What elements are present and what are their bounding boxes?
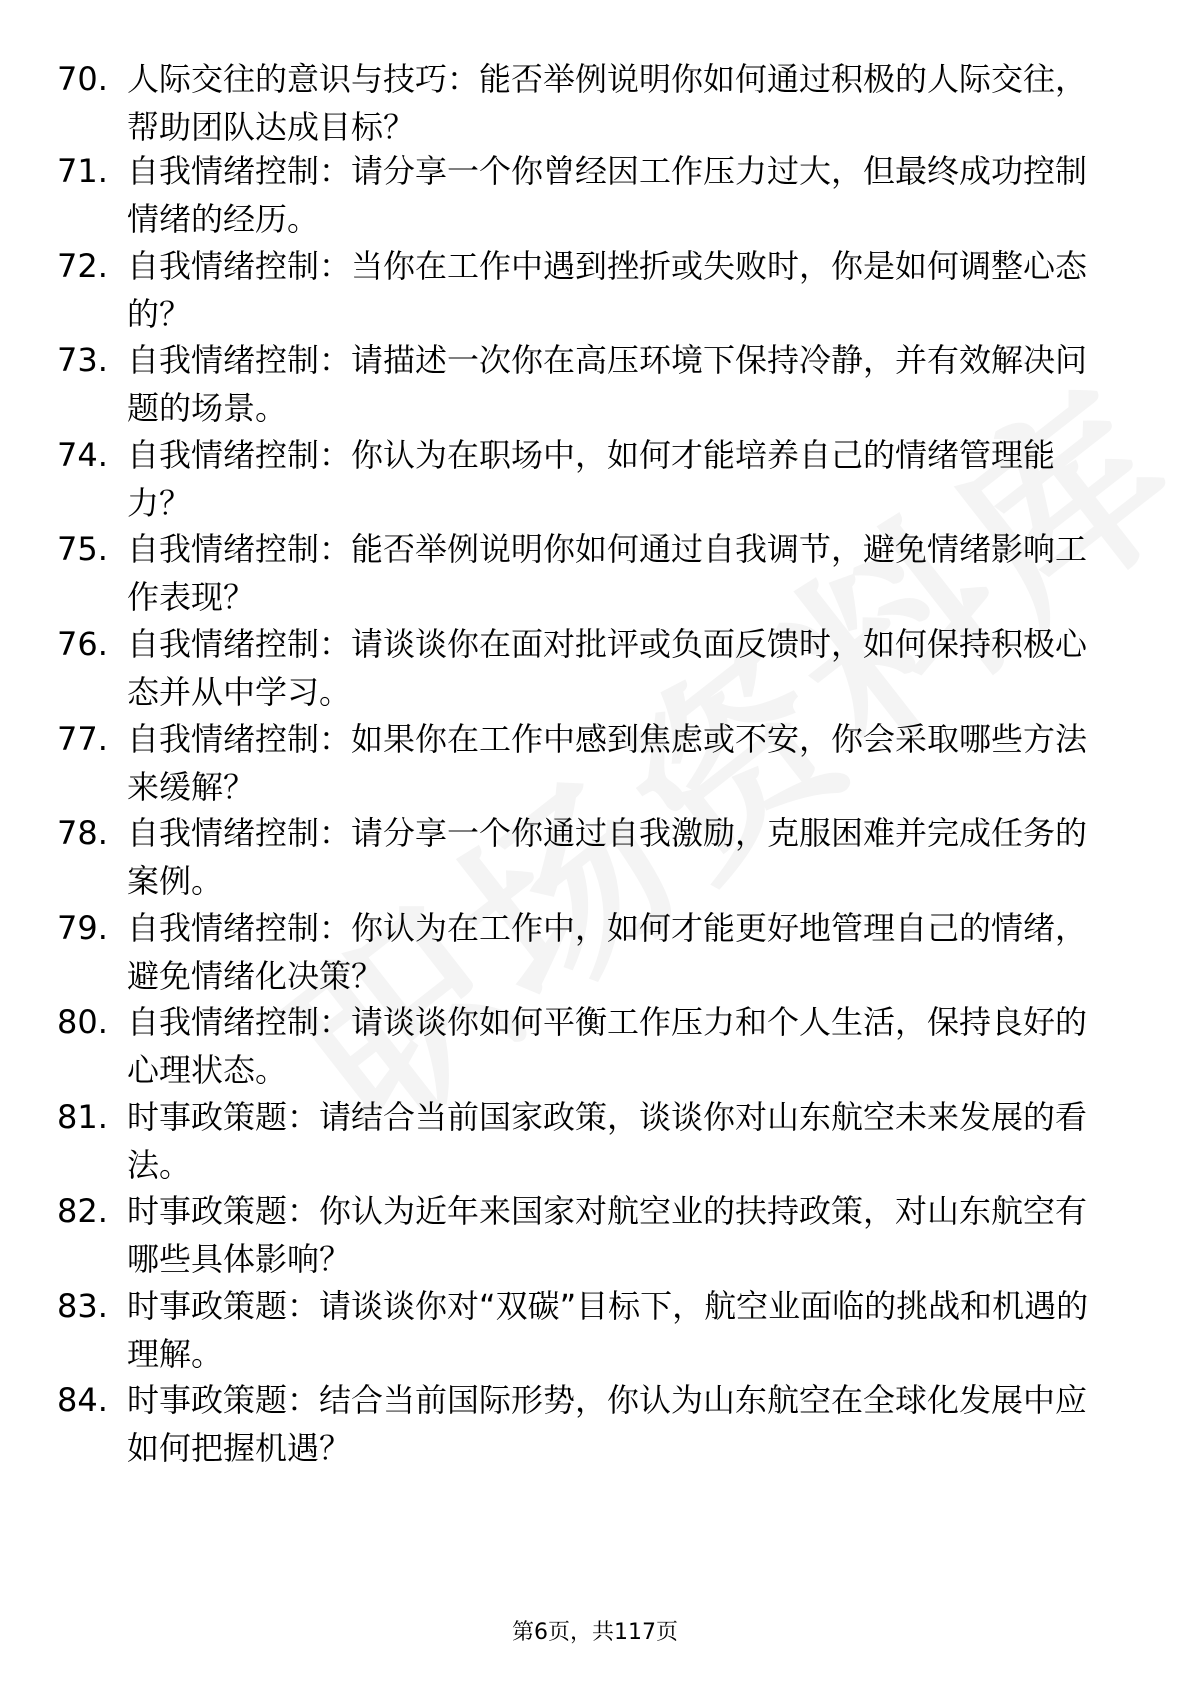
- question-text: 自我情绪控制：能否举例说明你如何通过自我调节，避免情绪影响工作表现？: [127, 530, 1088, 616]
- question-number: 76.: [57, 625, 108, 663]
- question-number: 78.: [57, 814, 108, 852]
- question-number: 79.: [57, 909, 108, 947]
- question-text: 时事政策题：你认为近年来国家对航空业的扶持政策，对山东航空有哪些具体影响？: [127, 1192, 1088, 1278]
- question-text: 自我情绪控制：你认为在职场中，如何才能培养自己的情绪管理能力？: [127, 436, 1056, 522]
- list-item: [0, 998, 1190, 1094]
- list-item: [0, 525, 1190, 621]
- question-number: 70.: [57, 60, 108, 98]
- question-text: 时事政策题：结合当前国际形势，你认为山东航空在全球化发展中应如何把握机遇？: [127, 1381, 1088, 1467]
- question-text: 自我情绪控制：请分享一个你通过自我激励，克服困难并完成任务的案例。: [127, 814, 1088, 900]
- list-item: [0, 55, 1190, 151]
- list-item: [0, 809, 1190, 905]
- question-number: 74.: [57, 436, 108, 474]
- list-item: [0, 1187, 1190, 1283]
- question-number: 83.: [57, 1287, 108, 1325]
- question-number: 75.: [57, 530, 108, 568]
- list-item: [0, 431, 1190, 527]
- question-number: 71.: [57, 152, 108, 190]
- list-item: [0, 1282, 1190, 1378]
- question-number: 80.: [57, 1003, 108, 1041]
- question-number: 82.: [57, 1192, 108, 1230]
- list-item: [0, 1093, 1190, 1189]
- list-item: [0, 715, 1190, 811]
- question-text: 自我情绪控制：当你在工作中遇到挫折或失败时，你是如何调整心态的？: [127, 247, 1088, 333]
- list-item: [0, 1376, 1190, 1472]
- question-text: 自我情绪控制：请谈谈你在面对批评或负面反馈时，如何保持积极心态并从中学习。: [127, 625, 1088, 711]
- list-item: [0, 242, 1190, 338]
- question-text: 自我情绪控制：你认为在工作中，如何才能更好地管理自己的情绪，避免情绪化决策？: [127, 909, 1088, 995]
- list-item: [0, 904, 1190, 1000]
- list-item: [0, 147, 1190, 243]
- list-item: [0, 620, 1190, 716]
- question-number: 84.: [57, 1381, 108, 1419]
- question-text: 时事政策题：请结合当前国家政策，谈谈你对山东航空未来发展的看法。: [127, 1098, 1088, 1184]
- question-number: 72.: [57, 247, 108, 285]
- question-text: 自我情绪控制：如果你在工作中感到焦虑或不安，你会采取哪些方法来缓解？: [127, 720, 1088, 806]
- question-text: 自我情绪控制：请描述一次你在高压环境下保持冷静，并有效解决问题的场景。: [127, 341, 1088, 427]
- question-text: 时事政策题：请谈谈你对“双碳”目标下，航空业面临的挑战和机遇的理解。: [127, 1287, 1089, 1373]
- list-item: [0, 336, 1190, 432]
- question-text: 人际交往的意识与技巧：能否举例说明你如何通过积极的人际交往，帮助团队达成目标？: [127, 60, 1088, 146]
- page-number: 第6页，共117页: [512, 1620, 678, 1645]
- question-number: 77.: [57, 720, 108, 758]
- question-text: 自我情绪控制：请谈谈你如何平衡工作压力和个人生活，保持良好的心理状态。: [127, 1003, 1088, 1089]
- question-number: 81.: [57, 1098, 108, 1136]
- question-number: 73.: [57, 341, 108, 379]
- question-text: 自我情绪控制：请分享一个你曾经因工作压力过大，但最终成功控制情绪的经历。: [127, 152, 1088, 238]
